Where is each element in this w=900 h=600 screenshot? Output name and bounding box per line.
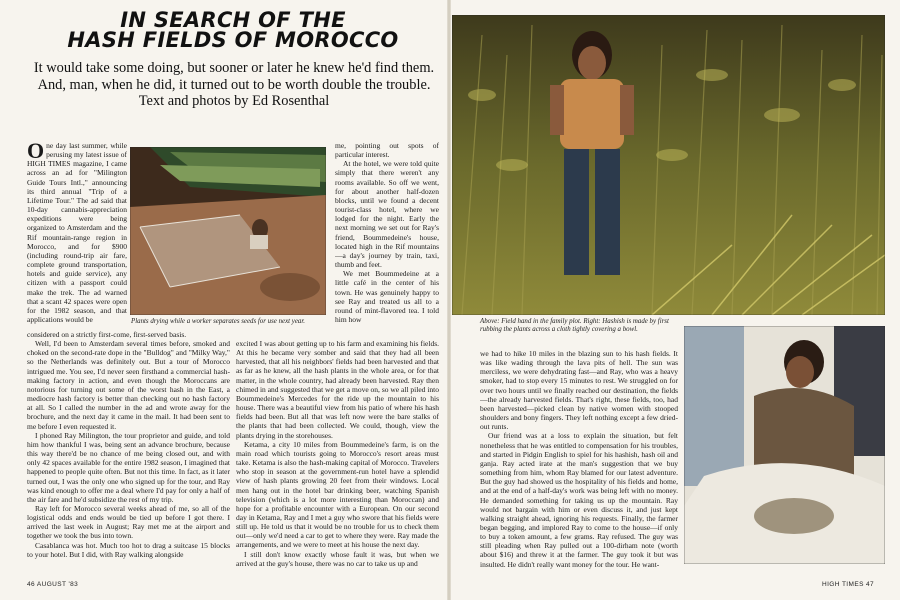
wide-paragraph-1: considered on a strictly first-come, first-served basis. bbox=[27, 330, 187, 339]
col2b-paragraph-2: Ketama, a city 10 miles from Boummedeine's farm, is on the main road which tourists going to Morocco's resort areas must take. Ketama is also the hash-making capital of Morocco. Travelers who stop in season at the government-run hotel have a splendid view of hash plants growing 20 feet from their windows. Local men hang out in the hotel bar drinking beer, watching Spanish television (which is a lot more interesting than Moroccan) and hope for a profitable encounter with a European. On our second day in Ketama, Ray and I met a guy who swore that his fields were still up. He told us that it would be no trouble for us to check them out—only we'd need a car to get to where they were. Ray made the arrangements, and we were to meet at his house the next day. bbox=[236, 439, 439, 550]
body-column-lower-right bbox=[236, 339, 439, 576]
body-column-lower-left bbox=[27, 330, 230, 576]
col3-paragraph-3: We met Boummedeine at a little café in the center of his town. He was genuinely happy to see Ray and treated us all to a round of mint-flavored tea. I told him how bbox=[335, 269, 439, 324]
drop-cap: O bbox=[27, 141, 45, 163]
wide-paragraph-3: I phoned Ray Milington, the tour proprietor and guide, and told him how thankful I was, being sent an advance brochure, because this way there'd be no chance of me being closed out, and with only 42 spaces available for the entire 1982 season, I imagined that happened to people quite often. But not this time. In fact, as it later turned out, I was the only one who signed up for the tour, and Ray was kind enough to offer me a deal where I'd pay for only a half of the air fare and he'd subsidize the rest of my trip. bbox=[27, 430, 230, 504]
wide-paragraph-5: Casablanca was hot. Much too hot to drag a suitcase 15 blocks to your hotel. But I did, with Ray walking alongside bbox=[27, 540, 230, 559]
wide-paragraph-4: Ray left for Morocco several weeks ahead of me, so all of the logistical odds and ends would be tied up before I got there. I arrived the last week in August; Ray met me at the airport and together we took the bus into town. bbox=[27, 503, 230, 541]
body-column-1 bbox=[27, 141, 127, 331]
opening-text: ne day last summer, while perusing my latest issue of HIGH TIMES magazine, I came across an ad for "Milington Guide Tours Intl.," announcing its third annual "Trip of a Lifetime Tour." The ad said that 10-day cannabis-appreciation expeditions were being organized to Amsterdam and the Rif mountain-range region in Morocco, and for $900 (including round-trip air fare, complete ground transportation, hotels and guide service), any citizen with a passport could make the trek. The ad warned that a scant 42 spaces were open for the 1982 season, and that applications would be bbox=[27, 141, 127, 324]
col2b-paragraph-3: I still don't know exactly whose fault it was, but when we arrived at the guy's house, there was no car to take us up and bbox=[236, 549, 439, 568]
opening-paragraph bbox=[27, 141, 127, 324]
right-paragraph-2: Our friend was at a loss to explain the situation, but felt nonetheless that he was entitled to compensation for his troubles, and started in Pidgin English to spiel for his hashish, hash oil and ganja. Ray acted irate at the man's suggestion that we buy something from him, whom Ray blamed for our latest adventure. But the guy had showed us the hospitality of his fields and home, and at the end of a half-day's work was being left with no money. He demanded something for taking us up the mountain. Ray would not bargain with him or even discuss it, and just kept walking straight ahead, ignoring his requests. Finally, the farmer began begging, and implored Ray to come to the house—if only to buy a token amount, a few grams. Ray refused. The guy was still pleading when Ray pulled out a 100-dirham note (worth about $16) and threw it at the farmer. The guy took it but was insulted. He didn't really want money for the tour. He want- bbox=[480, 431, 678, 569]
body-column-right-page bbox=[480, 349, 678, 576]
field-hand-photo bbox=[452, 15, 885, 315]
article-headline bbox=[28, 10, 438, 50]
right-page-caption: Above: Field hand in the family plot. Right: Hashish is made by first rubbing the plants across a cloth tightly covering a bowl. bbox=[480, 318, 669, 334]
body-column-3 bbox=[335, 141, 439, 336]
wide-paragraph-2: Well, I'd been to Amsterdam several times before, smoked and choked on the second-rate dope in the "Bulldog" and "Milky Way," so the Netherlands was definitely out. But a tour of Morocco intrigued me. You see, I'd never seen firsthand a commercial hash-making factory in action, and even though the Moroccans are notorious for turning out some of the worst hash in the East, a mediocre hash factory is better than checking out no hash factory at all. So I called the number in the ad and wrote away for the brochure, and the next day it came in the mail. It had been sent to me before I even requested it. bbox=[27, 339, 230, 431]
drying-plants-photo bbox=[130, 147, 326, 315]
headline-line-2: HASH FIELDS OF MOROCCO bbox=[67, 28, 399, 52]
hashish-making-photo bbox=[684, 326, 885, 564]
col3-paragraph-2: At the hotel, we were told quite simply that there weren't any rooms available. So off we went, for about another half-dozen blocks, until we found a decent tourist-class hotel, where we lodged for the night. Early the next morning we set out for Ray's friend, Boummedeine's house, located high in the Rif mountains—a day's journey by train, taxi, thumb and feet. bbox=[335, 159, 439, 270]
article-deck: It would take some doing, but sooner or later he knew he'd find them. And, man, when he did, it turned out to be worth double the trouble. Text and photos by Ed Rosenthal bbox=[33, 60, 435, 110]
drying-photo-caption: Plants drying while a worker separates seeds for use next year. bbox=[131, 318, 305, 325]
field-hand-image bbox=[452, 15, 885, 315]
col3-paragraph-1: me, pointing out spots of particular interest. bbox=[335, 141, 439, 160]
hashish-making-image bbox=[684, 326, 885, 564]
page-gutter bbox=[447, 0, 451, 600]
col2b-paragraph-1: excited I was about getting up to his farm and examining his fields. At this he became very somber and said that they had all been harvested, that all his neighbors' fields had been harvested and that as far as he knew, all the hash plants in the whole area, or for that matter, in the whole country, had already been harvested. Ray then chimed in and suggested that we get a move on, so we all piled into Boummedeine's Mercedes for the ride up the mountain to his house. There was a beautiful view from his patio of where his hash fields had been. But all that was left now were the bare stalks of the plants that had been collected. We could, though, view the plants drying in the storehouses. bbox=[236, 339, 439, 440]
left-folio: 46 AUGUST '83 bbox=[27, 581, 79, 588]
drying-plants-image bbox=[130, 147, 326, 315]
right-folio: HIGH TIMES 47 bbox=[822, 581, 875, 588]
headline-line-1: IN SEARCH OF THE bbox=[120, 8, 346, 32]
right-paragraph-1: we had to hike 10 miles in the blazing sun to his hash fields. It was like wading through the lava pits of hell. The sun was merciless, we were dehydrating fast—and Ray, who was a heavy smoker, had to stop every 15 minutes to rest. We struggled on for over two hours until we finally reached our destination, the fields—the already harvested fields. That's right, these fields, too, had been harvested—picked clean by native women with stooped shoulders and bony fingers. They left nothing except a few dried-out runts. bbox=[480, 349, 678, 432]
